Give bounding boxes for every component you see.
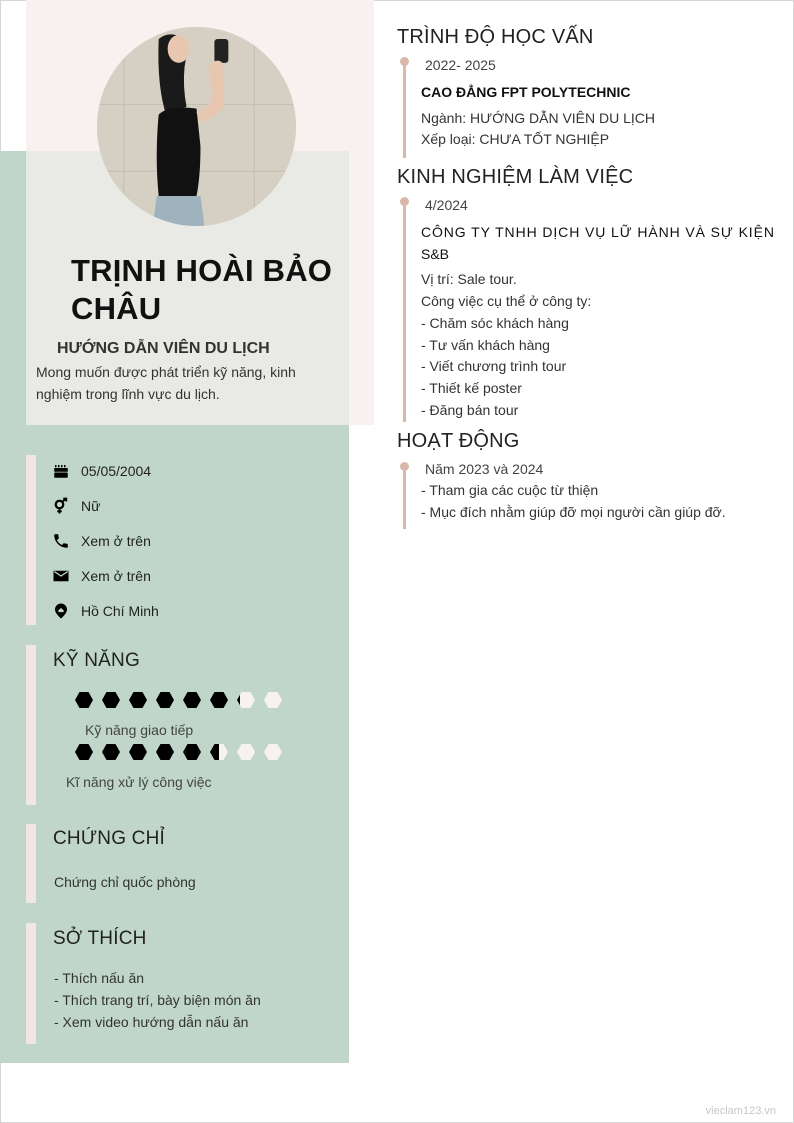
rating-hex-filled bbox=[75, 692, 93, 708]
experience-timeline-line bbox=[403, 200, 406, 422]
experience-heading: KINH NGHIỆM LÀM VIỆC bbox=[397, 166, 634, 188]
education-school: CAO ĐẲNG FPT POLYTECHNIC bbox=[421, 84, 631, 100]
hobby-item: - Xem video hướng dẫn nấu ăn bbox=[54, 1014, 249, 1030]
rating-hex-filled bbox=[129, 744, 147, 760]
avatar-photo bbox=[97, 27, 296, 226]
job-title: HƯỚNG DẪN VIÊN DU LỊCH bbox=[57, 340, 270, 357]
hobby-item: - Thích trang trí, bày biện món ăn bbox=[54, 992, 261, 1008]
experience-detail: - Đăng bán tour bbox=[421, 402, 519, 418]
skills-heading: KỸ NĂNG bbox=[53, 650, 140, 671]
skill-label-communication: Kỹ năng giao tiếp bbox=[85, 722, 194, 738]
activities-heading: HOẠT ĐỘNG bbox=[397, 430, 520, 452]
gender-icon bbox=[51, 496, 71, 516]
experience-timeline-dot bbox=[400, 197, 409, 206]
contact-gender bbox=[51, 495, 100, 517]
experience-detail: - Tư vấn khách hàng bbox=[421, 337, 550, 353]
gender-value: Nữ bbox=[81, 498, 101, 514]
rating-hex-filled bbox=[156, 692, 174, 708]
certificate-item: Chứng chỉ quốc phòng bbox=[54, 874, 196, 890]
email-value: Xem ở trên bbox=[81, 568, 151, 584]
experience-detail: - Thiết kế poster bbox=[421, 380, 522, 396]
location-pin-icon bbox=[51, 601, 71, 621]
candidate-name: TRỊNH HOÀI BẢO CHÂU bbox=[71, 253, 333, 326]
career-objective: Mong muốn được phát triển kỹ năng, kinh nghiệm trong lĩnh vực du lịch. bbox=[36, 364, 296, 402]
skill-rating-communication bbox=[75, 692, 282, 708]
skills-accent-bar bbox=[26, 645, 36, 805]
hobby-item: - Thích nấu ăn bbox=[54, 970, 145, 986]
experience-detail: Công việc cụ thể ở công ty: bbox=[421, 293, 592, 309]
contact-phone bbox=[51, 530, 151, 552]
watermark: vieclam123.vn bbox=[705, 1105, 776, 1117]
rating-hex-filled bbox=[183, 692, 201, 708]
rating-hex-partial bbox=[237, 692, 255, 708]
skill-rating-work-handling bbox=[75, 744, 282, 760]
experience-detail: - Chăm sóc khách hàng bbox=[421, 315, 569, 331]
activities-timeline-dot bbox=[400, 462, 409, 471]
certificates-accent-bar bbox=[26, 824, 36, 903]
rating-hex-filled bbox=[102, 692, 120, 708]
experience-detail: Vị trí: Sale tour. bbox=[421, 271, 517, 287]
certificates-heading: CHỨNG CHỈ bbox=[53, 828, 165, 849]
contact-birthday bbox=[51, 460, 151, 482]
rating-hex-filled bbox=[102, 744, 120, 760]
experience-company-line2: S&B bbox=[421, 246, 450, 262]
rating-hex-empty bbox=[264, 744, 282, 760]
activity-detail: - Mục đích nhằm giúp đỡ mọi người cần giúp đỡ. bbox=[421, 504, 726, 520]
education-major: Ngành: HƯỚNG DẪN VIÊN DU LỊCH bbox=[421, 110, 656, 126]
experience-detail: - Viết chương trình tour bbox=[421, 358, 567, 374]
rating-hex-filled bbox=[183, 744, 201, 760]
rating-hex-filled bbox=[75, 744, 93, 760]
contact-accent-bar bbox=[26, 455, 36, 625]
address-value: Hồ Chí Minh bbox=[81, 603, 159, 619]
rating-hex-empty bbox=[237, 744, 255, 760]
hobbies-accent-bar bbox=[26, 923, 36, 1044]
email-icon bbox=[51, 566, 71, 586]
phone-value: Xem ở trên bbox=[81, 533, 151, 549]
education-timeline-dot bbox=[400, 57, 409, 66]
rating-hex-filled bbox=[129, 692, 147, 708]
education-grade: Xếp loại: CHƯA TỐT NGHIỆP bbox=[421, 131, 610, 147]
skill-label-work-handling: Kĩ năng xử lý công việc bbox=[66, 774, 212, 790]
experience-date: 4/2024 bbox=[425, 197, 468, 213]
activities-timeline-line bbox=[403, 465, 406, 529]
education-timeline-line bbox=[403, 60, 406, 158]
birthday-value: 05/05/2004 bbox=[81, 463, 152, 479]
activities-date: Năm 2023 và 2024 bbox=[425, 461, 544, 477]
activity-detail: - Tham gia các cuộc từ thiện bbox=[421, 482, 599, 498]
education-heading: TRÌNH ĐỘ HỌC VẤN bbox=[397, 26, 594, 48]
contact-address bbox=[51, 600, 159, 622]
experience-company-line1: CÔNG TY TNHH DỊCH VỤ LỮ HÀNH VÀ SỰ KIỆN bbox=[421, 224, 775, 240]
contact-email bbox=[51, 565, 151, 587]
rating-hex-partial bbox=[210, 744, 228, 760]
rating-hex-filled bbox=[210, 692, 228, 708]
education-date: 2022- 2025 bbox=[425, 57, 496, 73]
phone-icon bbox=[51, 531, 71, 551]
rating-hex-filled bbox=[156, 744, 174, 760]
avatar bbox=[97, 27, 296, 226]
rating-hex-empty bbox=[264, 692, 282, 708]
hobbies-heading: SỞ THÍCH bbox=[53, 928, 147, 949]
birthday-cake-icon bbox=[51, 461, 71, 481]
